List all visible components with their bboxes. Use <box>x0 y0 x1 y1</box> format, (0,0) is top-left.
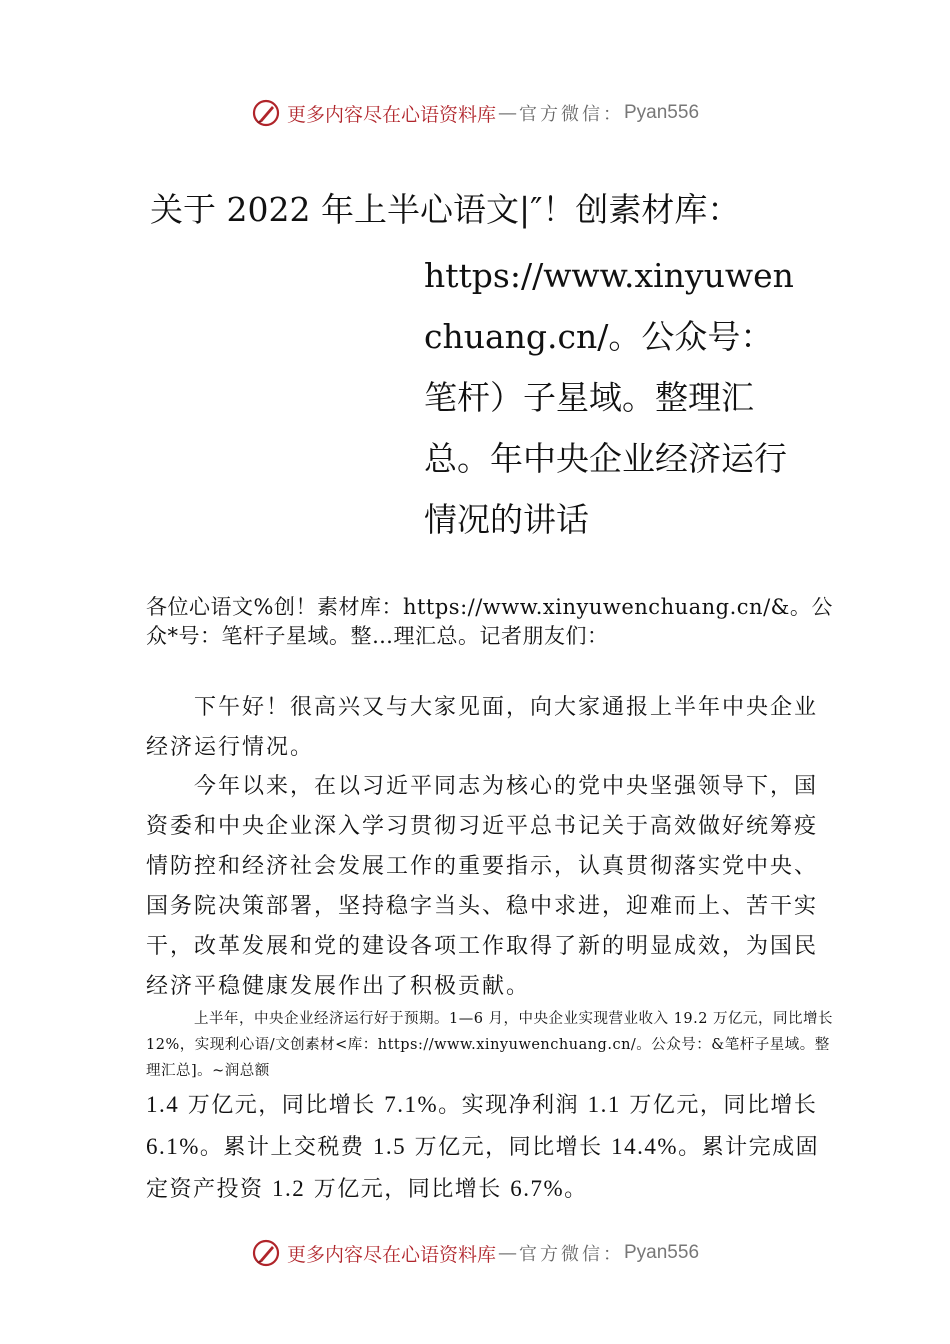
stat-text: 万亿元，同比增长 <box>620 1093 818 1118</box>
banner-red-text: 更多内容尽在心语资料库 <box>286 1243 496 1266</box>
pen-logo-icon <box>251 1238 281 1268</box>
stat-text: 。 <box>564 1177 588 1202</box>
pen-logo-icon <box>251 98 281 128</box>
stat-tax: 1.5 <box>372 1134 407 1159</box>
stat-net-profit: 1.1 <box>587 1092 621 1117</box>
salutation: 各位心语文%创！素材库：https://www.xinyuwenchuang.cn/&。公众*号：笔杆子星域。整…理汇总。记者朋友们： <box>146 595 833 648</box>
stat-text: 万亿元，同比增长 <box>179 1093 385 1118</box>
stat-tax-growth: 14.4% <box>611 1134 679 1159</box>
paragraph-small-stats: 上半年，中央企业经济运行好于预期。1—6 月，中央企业实现营业收入 19.2 万亿元，同比增长 12%，实现利心语/文创素材<库：https://www.xinyuwenchuang.cn/。公众号：&笔杆子星域。整理汇总]。~润总额 <box>146 1011 834 1079</box>
banner-wechat-label: 官方微信： <box>519 104 624 125</box>
stat-text: 万亿元，同比增长 <box>305 1177 511 1202</box>
banner-dash: — <box>498 102 517 124</box>
title-block: https://www.xinyuwenchuang.cn/。公众号：笔杆）子星域。整理汇总。年中央企业经济运行情况的讲话 <box>424 256 794 539</box>
header-banner <box>0 93 950 133</box>
stat-investment: 1.2 <box>272 1176 306 1201</box>
paragraph-greeting: 下午好！很高兴又与大家见面，向大家通报上半年中央企业经济运行情况。 <box>146 695 819 760</box>
stat-text: 。累计完成固定资产投资 <box>146 1135 820 1202</box>
stat-investment-growth: 6.7% <box>510 1176 565 1201</box>
banner-red-text: 更多内容尽在心语资料库 <box>286 103 496 126</box>
banner-wechat-label: 官方微信： <box>519 1244 624 1265</box>
paragraph-overview: 今年以来，在以习近平同志为核心的党中央坚强领导下，国资委和中央企业深入学习贯彻习近平总书记关于高效做好统筹疫情防控和经济社会发展工作的重要指示，认真贯彻落实党中央、国务院决策部署，坚持稳字当头、稳中求进，迎难而上、苦干实干，改革发展和党的建设各项工作取得了新的明显成效，为国民经济平稳健康发展作出了积极贡献。 <box>146 774 819 999</box>
stat-profit-growth: 7.1% <box>384 1092 439 1117</box>
stat-net-profit-growth: 6.1% <box>146 1134 200 1159</box>
title-line-1: 关于 2022 年上半心语文|″！创素材库： <box>150 190 741 229</box>
stat-text: 万亿元，同比增长 <box>406 1135 612 1160</box>
stat-text: 。累计上交税费 <box>199 1135 373 1160</box>
banner-dash: — <box>498 1242 517 1264</box>
paragraph-stats <box>146 1084 836 1210</box>
footer-banner <box>0 1233 950 1273</box>
banner-wechat-id: Pyan556 <box>624 102 700 123</box>
stat-text: 。实现净利润 <box>438 1093 588 1118</box>
stat-profit-total: 1.4 <box>146 1092 180 1117</box>
banner-wechat-id: Pyan556 <box>624 1242 700 1263</box>
